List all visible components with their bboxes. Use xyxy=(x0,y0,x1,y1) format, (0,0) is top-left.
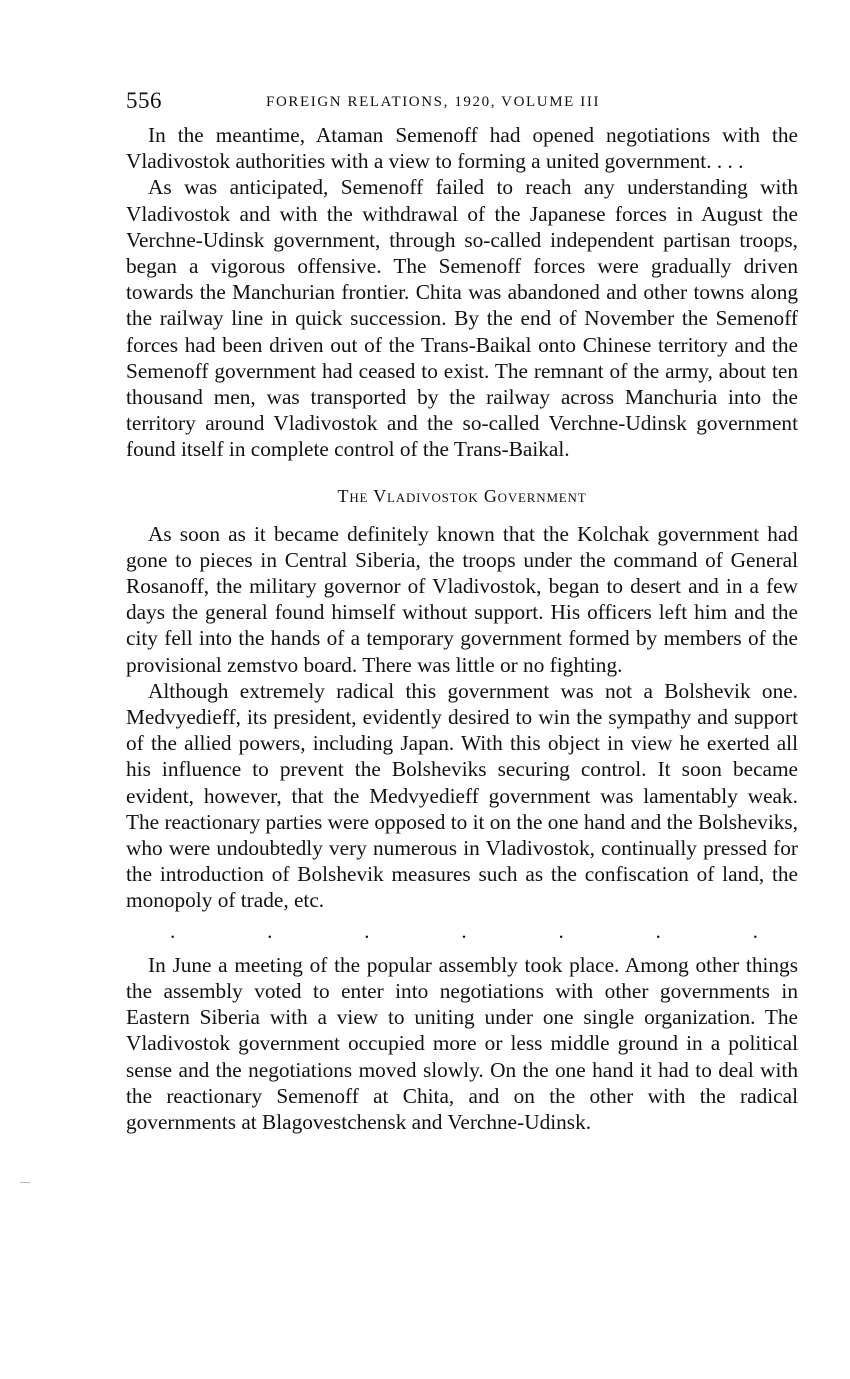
page-header xyxy=(126,88,798,122)
section-heading: The Vladivostok Government xyxy=(337,485,587,506)
paragraph-popular-assembly: In June a meeting of the popular assembly took place. Among other things the assembly voted to enter into negotiations with other governments in Eastern Siberia with a view to uniting under one single organization. The Vladivostok government occupied more or less middle ground in a political sense and the negotiations moved slowly. On the one hand it had to deal with the reactionary Semenoff at Chita, and on the other with the radical governments at Blagovestchensk and Verchne-Udinsk. xyxy=(126,952,798,1134)
margin-mark xyxy=(20,1182,30,1183)
document-page xyxy=(126,88,798,1135)
omission-dot: . xyxy=(752,918,758,943)
omission-dot: . xyxy=(655,918,661,943)
omission-dots xyxy=(126,920,798,948)
running-head: FOREIGN RELATIONS, 1920, VOLUME III xyxy=(266,94,601,110)
page-number: 556 xyxy=(126,88,162,113)
paragraph-semenoff-defeat: As was anticipated, Semenoff failed to reach any understanding with Vladivostok and with the withdrawal of the Japanese forces in August the Verchne-Udinsk government, through so-called independent partisan troops, began a vigorous offensive. The Semenoff forces were gradually driven towards the Manchurian frontier. Chita was abandoned and other towns along the railway line in quick succession. By the end of November the Semenoff forces had been driven out of the Trans-Baikal onto Chinese territory and the Semenoff government had ceased to exist. The remnant of the army, about ten thousand men, was transported by the railway across Manchuria into the territory around Vladivostok and the so-called Verchne-Udinsk government found itself in complete control of the Trans-Baikal. xyxy=(126,175,798,462)
omission-dot: . xyxy=(364,918,370,943)
paragraph-medvyedieff-government: Although extremely radical this government was not a Bolshevik one. Medvyedieff, its president, evidently desired to win the sympathy and support of the allied powers, including Japan. With this object in view he exerted all his influence to prevent the Bolsheviks securing control. It soon became evident, however, that the Medvyedieff government was lamentably weak. The reactionary parties were opposed to it on the one hand and the Bolsheviks, who were undoubtedly very numerous in Vladivostok, continually pressed for the introduction of Bolshevik measures such as the confiscation of land, the monopoly of trade, etc. xyxy=(126,678,798,913)
omission-dot: . xyxy=(170,918,176,943)
omission-dot: . xyxy=(267,918,273,943)
omission-dot: . xyxy=(558,918,564,943)
paragraph-kolchak-collapse: As soon as it became definitely known that the Kolchak government had gone to pieces in Central Siberia, the troops under the command of General Rosanoff, the military governor of Vladivostok, began to desert and in a few days the general found himself without support. His officers left him and the city fell into the hands of a temporary government formed by members of the provisional zemstvo board. There was little or no fighting. xyxy=(126,521,798,677)
omission-dot: . xyxy=(461,918,467,943)
paragraph-semenoff-negotiations: In the meantime, Ataman Semenoff had opened negotiations with the Vladivostok authorities with a view to forming a united government. . . . xyxy=(126,123,798,174)
